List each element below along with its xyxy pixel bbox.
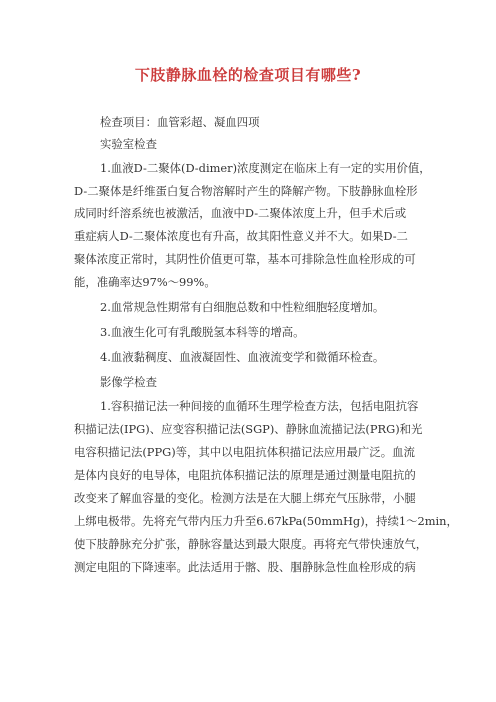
paragraph-line: 4.血液黏稠度、血液凝固性、血液流变学和微循环检查。 bbox=[100, 350, 385, 364]
paragraph-line: 是体内良好的电导体，电阻抗体积描记法的原理是通过测量电阻抗的 bbox=[74, 468, 416, 482]
page-title: 下肢静脉血栓的检查项目有哪些? bbox=[134, 66, 362, 84]
paragraph-line: D-二聚体是纤维蛋白复合物溶解时产生的降解产物。下肢静脉血栓形 bbox=[74, 184, 418, 198]
paragraph-line: 检查项目：血管彩超、凝血四项 bbox=[100, 115, 260, 129]
paragraph-line: 3.血液生化可有乳酸脱氢本科等的增高。 bbox=[100, 325, 305, 339]
section-heading: 影像学检查 bbox=[100, 375, 157, 389]
paragraph-line: 使下肢静脉充分扩张，静脉容量达到最大限度。再将充气带快速放气， bbox=[74, 537, 428, 551]
paragraph-line: 重症病人D-二聚体浓度也有升高，故其阳性意义并不大。如果D-二 bbox=[74, 229, 408, 243]
paragraph-line: 测定电阻的下降速率。此法适用于髂、股、腘静脉急性血栓形成的病 bbox=[74, 560, 416, 574]
paragraph-line: 2.血常规急性期常有白细胞总数和中性粒细胞轻度增加。 bbox=[100, 300, 385, 314]
paragraph-line: 1.血液D-二聚体(D-dimer)浓度测定在临床上有一定的实用价值， bbox=[100, 161, 431, 175]
paragraph-line: 电容积描记法(PPG)等，其中以电阻抗体积描记法应用最广泛。血流 bbox=[74, 445, 415, 459]
paragraph-line: 积描记法(IPG)、应变容积描记法(SGP)、静脉血流描记法(PRG)和光 bbox=[74, 422, 423, 436]
paragraph-line: 上绑电极带。先将充气带内压力升至6.67kPa(50mmHg)，持续1～2min， bbox=[74, 514, 458, 528]
paragraph-line: 能，准确率达97%～99%。 bbox=[74, 275, 216, 289]
paragraph-line: 改变来了解血容量的变化。检测方法是在大腿上绑充气压脉带，小腿 bbox=[74, 491, 416, 505]
paragraph-line: 成同时纤溶系统也被激活，血液中D-二聚体浓度上升，但手术后或 bbox=[74, 206, 407, 220]
section-heading: 实验室检查 bbox=[100, 137, 157, 151]
paragraph-line: 1.容积描记法一种间接的血循环生理学检查方法，包括电阻抗容 bbox=[100, 399, 419, 413]
paragraph-line: 聚体浓度正常时，其阴性价值更可靠，基本可排除急性血栓形成的可 bbox=[74, 252, 416, 266]
